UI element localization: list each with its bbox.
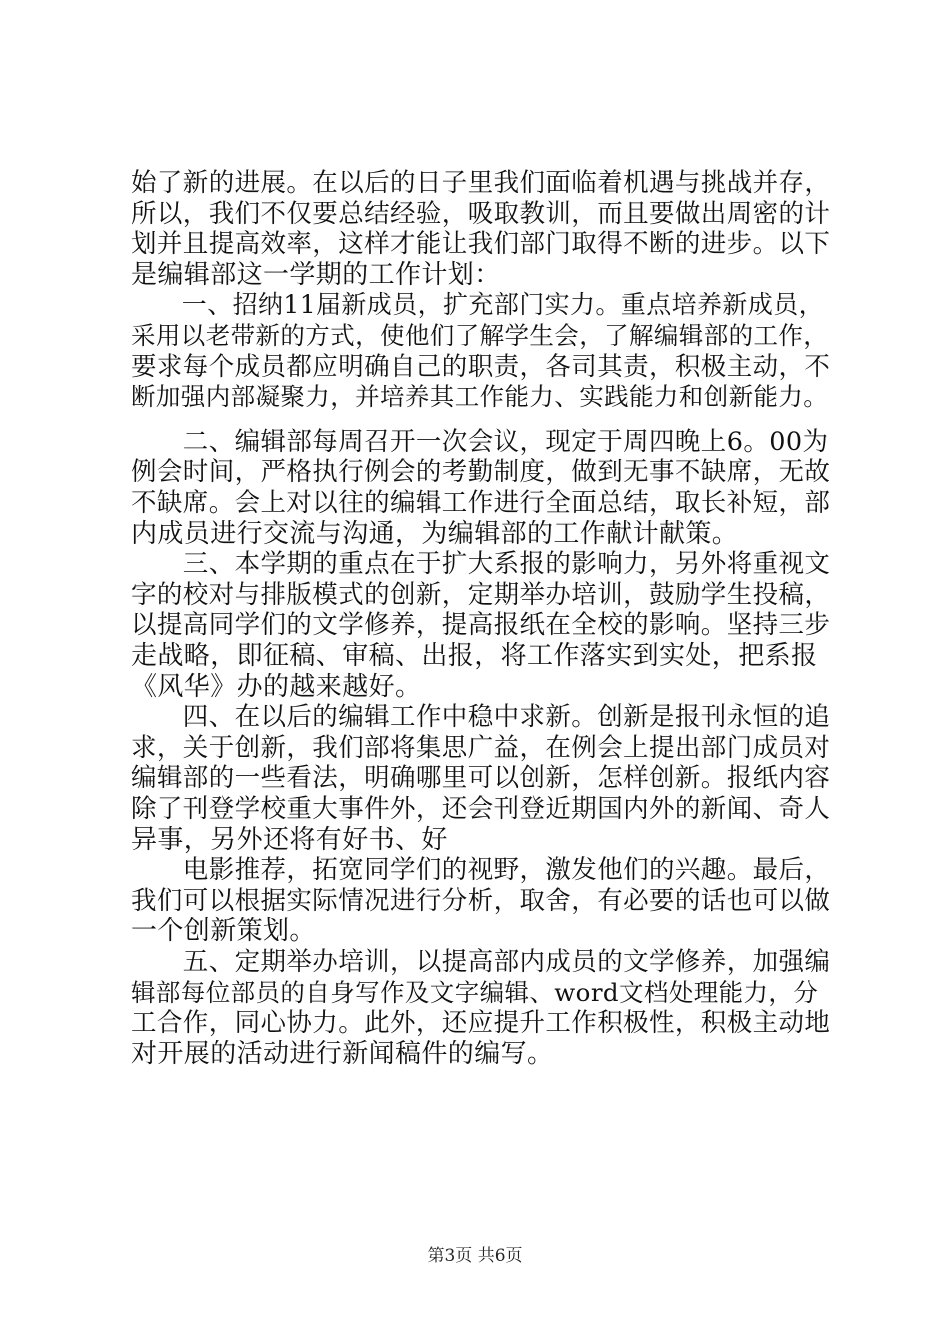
body-text-line: 辑部每位部员的自身写作及文字编辑、word文档处理能力，分 [131, 978, 819, 1007]
body-text-line: 不缺席。会上对以往的编辑工作进行全面总结，取长补短，部 [131, 488, 831, 518]
body-text-line: 划并且提高效率，这样才能让我们部门取得不断的进步。以下 [131, 229, 831, 259]
body-text-line: 以提高同学们的文学修养，提高报纸在全校的影响。坚持三步 [131, 610, 831, 640]
body-text-line: 走战略，即征稿、审稿、出报，将工作落实到实处，把系报 [131, 641, 818, 671]
body-text-line: 一个创新策划。 [131, 916, 316, 946]
body-text-line: 五、定期举办培训，以提高部内成员的文学修养，加强编 [131, 947, 831, 977]
body-text-line: 例会时间，严格执行例会的考勤制度，做到无事不缺席，无故 [131, 457, 831, 487]
body-text-line: 所以，我们不仅要总结经验，吸取教训，而且要做出周密的计 [131, 199, 831, 229]
body-text-line: 一、招纳11届新成员，扩充部门实力。重点培养新成员， [131, 290, 825, 319]
body-text-line: 三、本学期的重点在于扩大系报的影响力，另外将重视文 [131, 549, 831, 579]
body-text-line: 求，关于创新，我们部将集思广益，在例会上提出部门成员对 [131, 733, 831, 763]
body-text-line: 始了新的进展。在以后的日子里我们面临着机遇与挑战并存， [131, 168, 831, 198]
body-text-line: 对开展的活动进行新闻稿件的编写。 [131, 1039, 554, 1069]
page-number-footer: 第3页 共6页 [427, 1246, 523, 1266]
body-text-line: 异事，另外还将有好书、好 [131, 825, 448, 855]
body-text-line: 二、编辑部每周召开一次会议，现定于周四晚上6。00为 [131, 427, 829, 457]
body-text-line: 断加强内部凝聚力，并培养其工作能力、实践能力和创新能力。 [131, 382, 829, 411]
body-text-line: 字的校对与排版模式的创新，定期举办培训，鼓励学生投稿， [131, 580, 831, 610]
body-text-line: 我们可以根据实际情况进行分析，取舍，有必要的话也可以做 [131, 886, 831, 916]
body-text-line: 是编辑部这一学期的工作计划： [131, 260, 501, 290]
body-text-line: 要求每个成员都应明确自己的职责，各司其责，积极主动，不 [131, 352, 831, 382]
body-text-line: 电影推荐，拓宽同学们的视野，激发他们的兴趣。最后， [131, 855, 831, 885]
body-text-line: 除了刊登学校重大事件外，还会刊登近期国内外的新闻、奇人 [131, 794, 831, 824]
body-text-line: 采用以老带新的方式，使他们了解学生会，了解编辑部的工作， [131, 321, 829, 350]
body-text-line: 四、在以后的编辑工作中稳中求新。创新是报刊永恒的追 [131, 702, 831, 732]
body-text-line: 编辑部的一些看法，明确哪里可以创新，怎样创新。报纸内容 [131, 763, 831, 793]
body-text-line: 内成员进行交流与沟通，为编辑部的工作献计献策。 [131, 519, 739, 549]
body-text-line: 《风华》办的越来越好。 [131, 672, 422, 702]
body-text-line: 工合作，同心协力。此外，还应提升工作积极性，积极主动地 [131, 1008, 831, 1038]
